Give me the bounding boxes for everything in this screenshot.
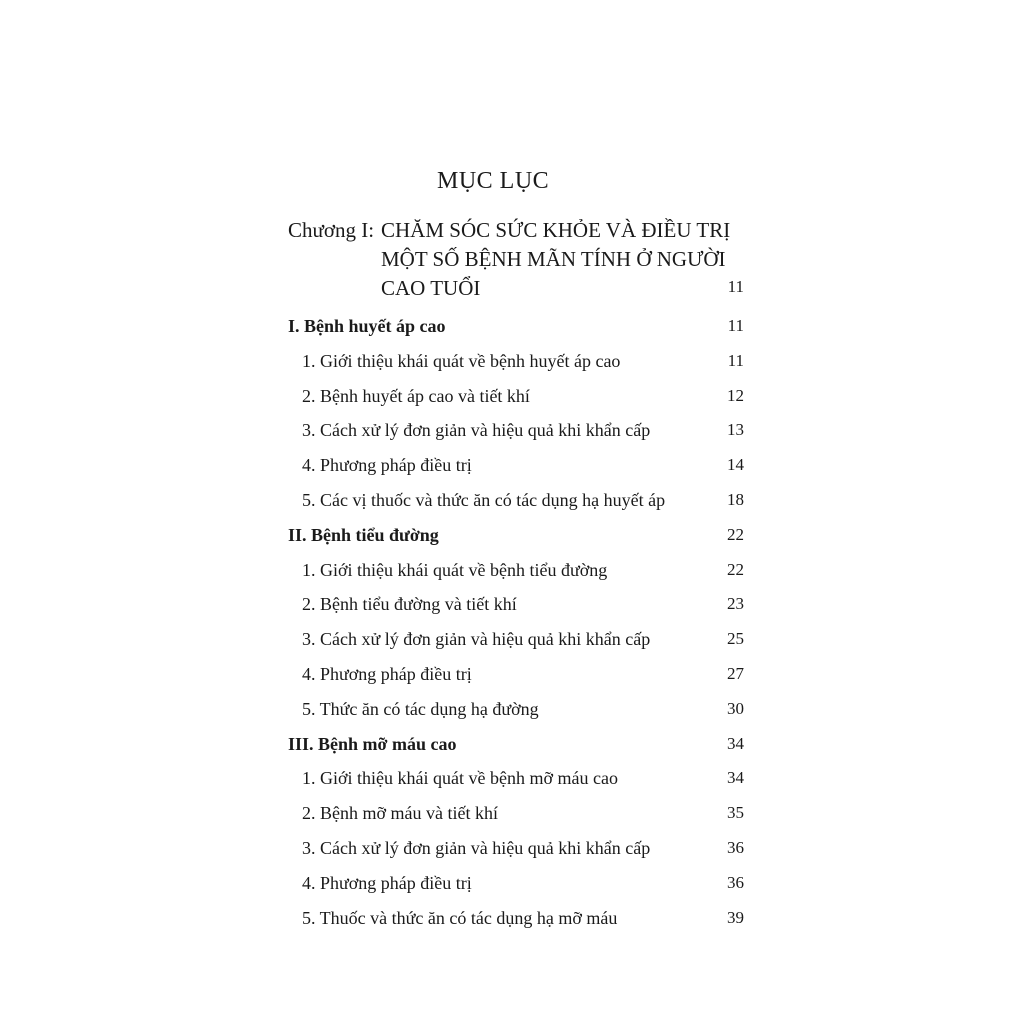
toc-entry	[288, 660, 744, 695]
toc-entry	[288, 416, 744, 451]
toc-entry-page: 11	[727, 316, 744, 335]
toc-entry	[288, 625, 744, 660]
toc-entry	[288, 730, 744, 765]
toc-entry	[288, 764, 744, 799]
toc-entry	[288, 869, 744, 904]
toc-entry-page: 27	[727, 663, 744, 683]
toc-entry	[288, 382, 744, 417]
toc-entry-text: 2. Bệnh mỡ máu và tiết khí	[302, 803, 498, 824]
toc-entry-text: 1. Giới thiệu khái quát về bệnh huyết áp cao	[302, 350, 621, 371]
toc-entry-list	[288, 312, 744, 938]
toc-entry	[288, 799, 744, 834]
toc-entry	[288, 834, 744, 869]
toc-entry-page: 25	[727, 629, 744, 649]
toc-entry	[288, 904, 744, 939]
toc-entry	[288, 521, 744, 556]
toc-entry-text: 4. Phương pháp điều trị	[302, 872, 472, 893]
toc-entry-page: 34	[727, 768, 744, 788]
toc-entry-page: 12	[727, 385, 744, 405]
chapter-title-line: CAO TUỔI	[381, 276, 481, 300]
toc-entry-page: 30	[727, 698, 744, 718]
chapter-title-line: CHĂM SÓC SỨC KHỎE VÀ ĐIỀU TRỊ	[381, 218, 731, 242]
toc-entry-page: 36	[727, 872, 744, 892]
toc-entry-text: II. Bệnh tiểu đường	[288, 524, 439, 545]
chapter-page-number: 11	[727, 277, 744, 296]
toc-entry-text: 1. Giới thiệu khái quát về bệnh mỡ máu cao	[302, 768, 618, 789]
toc-entry-page: 18	[727, 489, 744, 509]
page-title: MỤC LỤC	[437, 168, 550, 194]
toc-entry-text: 2. Bệnh huyết áp cao và tiết khí	[302, 385, 530, 406]
toc-entry	[288, 695, 744, 730]
toc-entry-text: 5. Thức ăn có tác dụng hạ đường	[302, 698, 539, 719]
toc-entry-page: 14	[727, 455, 744, 475]
toc-entry	[288, 556, 744, 591]
toc-entry	[288, 347, 744, 382]
toc-entry-text: 2. Bệnh tiểu đường và tiết khí	[302, 594, 517, 615]
toc-entry-page: 22	[727, 559, 744, 579]
toc-entry-text: 5. Thuốc và thức ăn có tác dụng hạ mỡ máu	[302, 907, 618, 928]
toc-entry-text: 5. Các vị thuốc và thức ăn có tác dụng hạ huyết áp	[302, 489, 666, 510]
toc-entry-text: III. Bệnh mỡ máu cao	[288, 733, 457, 754]
toc-entry	[288, 486, 744, 521]
toc-entry-page: 23	[727, 594, 744, 614]
toc-entry-page: 36	[727, 837, 744, 857]
chapter-label: Chương I:	[288, 218, 375, 242]
toc-entry-text: I. Bệnh huyết áp cao	[288, 316, 446, 336]
toc-entry-page: 13	[727, 420, 744, 440]
toc-entry-page: 22	[727, 524, 744, 544]
toc-entry-text: 4. Phương pháp điều trị	[302, 663, 472, 684]
toc-entry-page: 35	[727, 803, 744, 823]
toc-entry-page: 34	[727, 733, 744, 753]
toc-entry	[288, 312, 744, 347]
toc-entry-page: 39	[727, 907, 744, 927]
toc-entry-text: 4. Phương pháp điều trị	[302, 455, 472, 476]
toc-entry	[288, 451, 744, 486]
chapter-title-line: MỘT SỐ BỆNH MÃN TÍNH Ở NGƯỜI	[381, 247, 726, 271]
toc-entry-text: 1. Giới thiệu khái quát về bệnh tiểu đường	[302, 559, 608, 580]
toc-entry-text: 3. Cách xử lý đơn giản và hiệu quả khi khẩn cấp	[302, 837, 651, 858]
toc-entry-page: 11	[727, 350, 744, 370]
toc-entry	[288, 590, 744, 625]
toc-entry-text: 3. Cách xử lý đơn giản và hiệu quả khi khẩn cấp	[302, 420, 651, 441]
toc-entry-text: 3. Cách xử lý đơn giản và hiệu quả khi khẩn cấp	[302, 629, 651, 650]
